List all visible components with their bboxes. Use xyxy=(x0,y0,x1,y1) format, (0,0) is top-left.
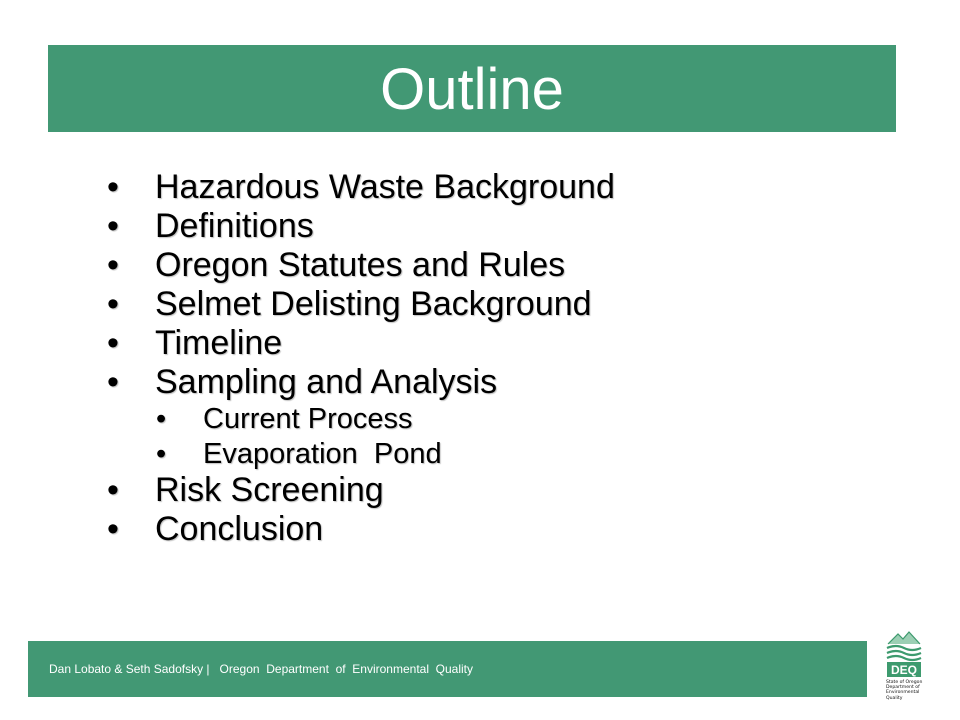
logo-caption-line: Environmental xyxy=(886,690,920,696)
outline-item-text: Timeline xyxy=(155,324,283,362)
outline-item xyxy=(0,168,900,207)
logo-abbreviation: DEQ xyxy=(890,663,918,677)
bullet-icon: • xyxy=(107,471,119,509)
bullet-icon: • xyxy=(156,437,167,470)
outline-subitem xyxy=(0,437,900,472)
outline-item-text: Hazardous Waste Background xyxy=(155,168,615,206)
outline-item xyxy=(0,471,900,510)
outline-subitem xyxy=(0,402,900,437)
outline-item-text: Conclusion xyxy=(155,510,324,548)
bullet-icon: • xyxy=(156,403,167,435)
logo-caption-line: Department of xyxy=(886,685,920,691)
outline-subitem-text: Evaporation Pond xyxy=(203,437,442,470)
bullet-icon: • xyxy=(107,246,119,284)
outline-item-text: Sampling and Analysis xyxy=(155,363,498,401)
bullet-icon: • xyxy=(107,207,119,245)
bullet-icon: • xyxy=(107,168,119,206)
outline-list xyxy=(0,168,900,549)
outline-item xyxy=(0,246,900,285)
bullet-icon: • xyxy=(107,324,119,362)
outline-item xyxy=(0,324,900,363)
footer-text: Dan Lobato & Seth Sadofsky | Oregon Department of Environmental Quality xyxy=(49,662,474,676)
slide-title: Outline xyxy=(380,56,564,122)
logo-caption-line: State of Oregon xyxy=(886,680,923,685)
bullet-icon: • xyxy=(107,510,119,548)
outline-item xyxy=(0,510,900,549)
deq-mountain-logo-icon xyxy=(884,628,924,680)
bullet-icon: • xyxy=(107,363,119,401)
footer-bar xyxy=(28,641,867,697)
deq-logo xyxy=(884,628,924,710)
outline-item xyxy=(0,363,900,402)
outline-item xyxy=(0,207,900,246)
logo-caption xyxy=(886,680,926,701)
outline-item xyxy=(0,285,900,324)
logo-caption-line: Quality xyxy=(886,695,903,701)
outline-item-text: Oregon Statutes and Rules xyxy=(155,246,566,284)
outline-subitem-text: Current Process xyxy=(203,403,413,435)
bullet-icon: • xyxy=(107,285,119,323)
outline-item-text: Definitions xyxy=(155,207,314,245)
title-bar xyxy=(48,45,896,132)
outline-item-text: Selmet Delisting Background xyxy=(155,285,592,323)
outline-item-text: Risk Screening xyxy=(155,471,384,509)
